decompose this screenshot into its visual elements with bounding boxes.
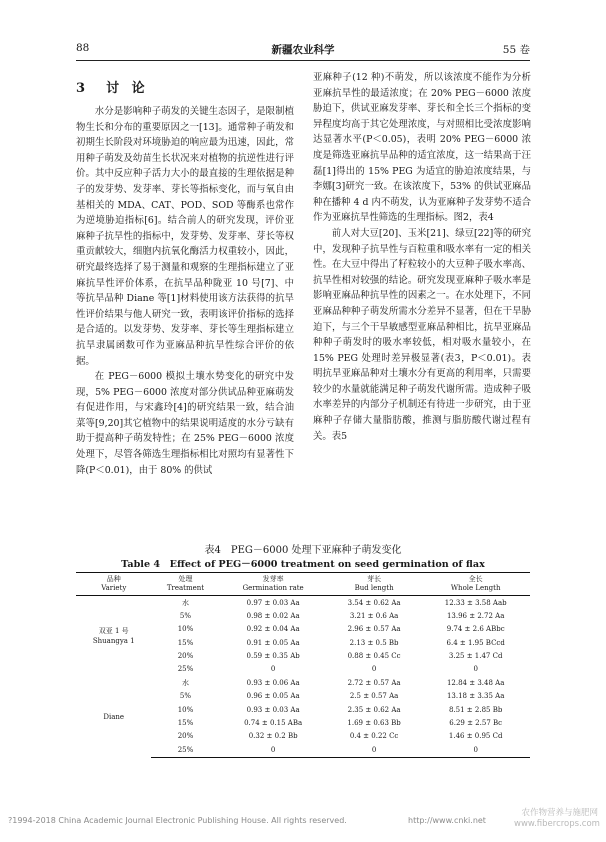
germination-table <box>76 572 530 758</box>
watermark-line: 农作物营养与施肥网 <box>521 808 598 818</box>
whole-length-cell: 12.84 ± 3.48 Aa <box>446 678 505 687</box>
header-rule <box>76 60 530 61</box>
volume-label: 55 卷 <box>502 44 530 56</box>
treatment-cell: 10% <box>177 625 194 634</box>
bud-length-cell: 2.72 ± 0.57 Aa <box>347 678 401 687</box>
germination-cell: 0.92 ± 0.04 Aa <box>246 625 300 634</box>
germination-cell: 0 <box>270 665 276 674</box>
table-row <box>76 677 530 690</box>
whole-length-cell: 6.4 ± 1.95 BCcd <box>446 638 505 647</box>
germination-cell: 0.93 ± 0.06 Aa <box>246 678 300 687</box>
whole-length-cell: 9.74 ± 2.6 ABbc <box>446 625 505 634</box>
whole-length-cell: 13.18 ± 3.35 Aa <box>446 692 505 701</box>
whole-length-cell: 1.46 ± 0.95 Cd <box>448 732 503 741</box>
whole-length-cell: 6.29 ± 2.57 Bc <box>449 719 503 728</box>
whole-length-cell: 0 <box>421 744 530 758</box>
bud-length-cell: 2.13 ± 0.5 Bb <box>349 638 399 647</box>
paragraph: 前人对大豆[20]、玉米[21]、绿豆[22]等的研究中，发现种子抗旱性与百粒重和吸水率有一定的相关性。在大豆中得出了籽粒较小的大豆种子吸水率高、抗旱性相对较强的结论。研究发现亚麻种子吸水率是影响亚麻品种抗旱性的因素之一。在水处理下，不同亚麻品种种子萌发所需水分差异不显著，但在干旱胁迫下，与三个干旱敏感型亚麻品种相比，抗旱亚麻品种种子萌发时的吸水率较低，相对吸水量较小，在 15% PEG 处理时差异极显著(表3，P＜0.01)。表明抗旱亚麻品种对土壤水分有更高的利用率，只需要较少的水量就能满足种子萌发代谢所需。造成种子吸水率差异的内部分子机制还有待进一步研究，由于亚麻种子存储大量脂肪酸，推测与脂肪酸代谢过程有关。表5 <box>313 227 531 442</box>
table-row <box>76 596 530 610</box>
variety-cell: Diane <box>103 712 125 721</box>
table-caption-en: Table 4 Effect of PEG－6000 treatment on seed germination of flax <box>121 559 485 570</box>
treatment-cell: 25% <box>177 665 194 674</box>
bud-length-cell: 0 <box>371 665 377 674</box>
germination-cell: 0.59 ± 0.35 Ab <box>246 652 300 661</box>
table-header-row <box>76 573 530 596</box>
treatment-cell: 15% <box>177 719 194 728</box>
treatment-cell: 20% <box>177 652 194 661</box>
header-whole-length: 全长 Whole Length <box>421 573 530 596</box>
whole-length-cell: 8.51 ± 2.85 Bb <box>449 705 503 714</box>
watermark <box>514 808 598 830</box>
page-number: 88 <box>76 42 90 54</box>
treatment-cell: 15% <box>177 638 194 647</box>
whole-length-cell: 13.96 ± 2.72 Aa <box>446 611 505 620</box>
treatment-cell: 5% <box>179 692 192 701</box>
bud-length-cell: 3.54 ± 0.62 Aa <box>347 598 401 607</box>
treatment-cell: 25% <box>151 744 219 758</box>
bud-length-cell: 0 <box>327 744 422 758</box>
whole-length-cell: 12.33 ± 3.58 Aab <box>444 598 507 607</box>
whole-length-cell: 0 <box>473 665 478 674</box>
journal-name: 新疆农业科学 <box>271 44 335 56</box>
whole-length-cell: 3.25 ± 1.47 Cd <box>448 652 503 661</box>
bud-length-cell: 2.5 ± 0.57 Aa <box>349 692 399 701</box>
germination-cell: 0.93 ± 0.03 Aa <box>246 705 300 714</box>
header-variety: 品种 Variety <box>76 573 151 596</box>
treatment-cell: 20% <box>177 732 194 741</box>
germination-cell: 0 <box>219 744 326 758</box>
germination-cell: 0.97 ± 0.03 Aa <box>246 598 300 607</box>
bud-length-cell: 0.4 ± 0.22 Cc <box>349 732 399 741</box>
bud-length-cell: 0.88 ± 0.45 Cc <box>347 652 401 661</box>
bud-length-cell: 2.35 ± 0.62 Aa <box>347 705 401 714</box>
bud-length-cell: 3.21 ± 0.6 Aa <box>349 611 399 620</box>
germination-cell: 0.74 ± 0.15 ABa <box>244 719 303 728</box>
treatment-cell: 水 <box>181 598 189 607</box>
paragraph: 在 PEG－6000 模拟土壤水势变化的研究中发现，5% PEG－6000 浓度对部分供试品种亚麻萌发有促进作用，与宋鑫玲[4]的研究结果一致，结合油菜等[9,20]其它植物中的结果说明适度的水分亏缺有助于提高种子萌发特性；在 25% PEG－6000 浓度处理下，尽管各筛选生理指标相比对照均有显著性下降(P＜0.01)，由于 80% 的供试 <box>76 371 294 476</box>
variety-cell: 双亚 1 号 Shuangya 1 <box>92 627 135 645</box>
cnki-link[interactable]: http://www.cnki.net <box>408 816 486 825</box>
germination-cell: 0.96 ± 0.05 Aa <box>246 692 300 701</box>
germination-cell: 0.98 ± 0.02 Aa <box>246 611 300 620</box>
right-column <box>313 70 531 444</box>
header-treatment: 处理 Treatment <box>151 573 219 596</box>
running-header <box>76 42 530 56</box>
treatment-cell: 10% <box>177 705 194 714</box>
treatment-cell: 水 <box>181 678 189 687</box>
section-heading <box>76 80 294 98</box>
bud-length-cell: 2.96 ± 0.57 Aa <box>347 625 401 634</box>
header-bud-length: 芽长 Bud length <box>327 573 422 596</box>
paragraph: 亚麻种子(12 种)不萌发，所以该浓度不能作为分析亚麻抗旱性的最适浓度；在 20% PEG－6000 浓度胁迫下，供试亚麻发芽率、芽长和全长三个指标的变异程度均高于其它处理浓度，与对照相比受浓度影响达显著水平(P＜0.05)，表明 20% PEG－6000 浓度是筛选亚麻抗旱品种的适宜浓度，这一结果高于汪磊[1]得出的 15% PEG 为适宜的胁迫浓度结果，与李娜[3]研究一致。在该浓度下，53% 的供试亚麻品种在播种 4 d 内不萌发，认为亚麻种子发芽势不适合作为亚麻抗旱性筛选的生理指标。图2，表4 <box>313 72 531 224</box>
section-title: 讨 论 <box>106 81 149 96</box>
watermark-line: www.fibercrops.com <box>514 819 600 829</box>
table-caption-cn: 表4 PEG－6000 处理下亚麻种子萌发变化 <box>204 545 402 556</box>
germination-cell: 0.32 ± 0.2 Bb <box>248 732 298 741</box>
treatment-cell: 5% <box>179 611 192 620</box>
header-germination: 发芽率 Germination rate <box>219 573 326 596</box>
bud-length-cell: 1.69 ± 0.63 Bb <box>347 719 401 728</box>
left-column <box>76 70 294 478</box>
germination-cell: 0.91 ± 0.05 Aa <box>246 638 300 647</box>
paragraph: 水分是影响种子萌发的关键生态因子，是限制植物生长和分布的重要原因之一[13]。通常种子萌发和初期生长阶段对环境胁迫的响应最为迅速，因此，常用种子萌发及幼苗生长状况来对植物的抗逆性进行评价。其中反应种子活力大小的最直接的生理依据是种子的发芽势、发芽率、芽长等指标变化，而与氧自由基相关的 MDA、CAT、POD、SOD 等酶系也常作为逆境胁迫指标[6]。结合前人的研究发现，评价亚麻种子抗旱性的指标中，发芽势、发芽率、芽长等权重贡献较大，细胞内抗氧化酶活力权重较小，因此，研究最终选择了易于测量和观察的生理指标建立了亚麻抗旱性评价体系，在抗旱品种陇亚 10 号[7]、中等抗旱品种 Diane 等[1]材料使用该方法获得的抗旱性评价结果与他人研究一致，表明该评价指标的选择是合适的。以发芽势、发芽率、芽长等生理指标建立抗旱隶属函数可作为亚麻品种抗旱性综合评价的依据。 <box>76 106 294 367</box>
section-number: 3 <box>76 81 90 96</box>
copyright-notice: ?1994-2018 China Academic Journal Electronic Publishing House. All rights reserved. <box>8 816 347 825</box>
